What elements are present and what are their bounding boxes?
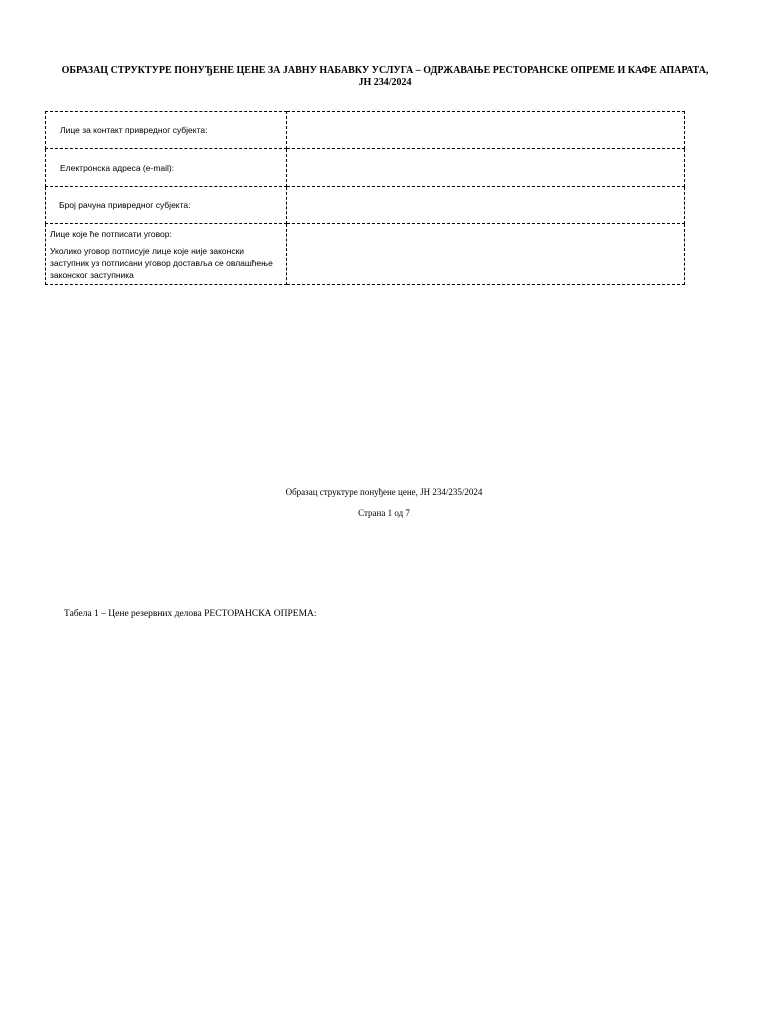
account-number-label: Број рачуна привредног субјекта: — [59, 200, 191, 210]
account-number-field[interactable] — [286, 187, 684, 224]
signatory-note: Уколико уговор потписује лице које није законски заступник уз потписани уговор доставља се овлашћење законског заступника — [50, 245, 273, 280]
table-row — [46, 112, 685, 149]
table-row — [46, 224, 685, 285]
page-number: Страна 1 од 7 — [358, 508, 410, 518]
email-field[interactable] — [286, 149, 684, 187]
contact-person-label: Лице за контакт привредног субјекта: — [60, 125, 208, 135]
signatory-label: Лице које ће потписати уговор: — [50, 228, 172, 239]
signatory-field[interactable] — [286, 224, 684, 285]
document-title: ОБРАЗАЦ СТРУКТУРЕ ПОНУЂЕНЕ ЦЕНЕ ЗА ЈАВНУ НАБАВКУ УСЛУГА – ОДРЖАВАЊЕ РЕСТОРАНСКЕ ОПРЕМЕ И КАФЕ АПАРАТА, ЈН 234/2024 — [61, 65, 709, 88]
table-row — [46, 149, 685, 187]
contact-person-label-cell — [46, 112, 287, 149]
contact-person-field[interactable] — [286, 112, 684, 149]
email-label: Електронска адреса (e-mail): — [60, 162, 175, 173]
email-label-cell — [46, 149, 287, 187]
account-number-label-cell — [46, 187, 287, 224]
form-reference: Образац структуре понуђене цене, ЈН 234/235/2024 — [285, 487, 483, 497]
table-caption: Табела 1 – Цене резервних делова РЕСТОРАНСКА ОПРЕМА: — [64, 609, 317, 619]
table-row — [46, 187, 685, 224]
signatory-label-cell — [46, 224, 287, 285]
contact-info-table — [45, 111, 685, 285]
